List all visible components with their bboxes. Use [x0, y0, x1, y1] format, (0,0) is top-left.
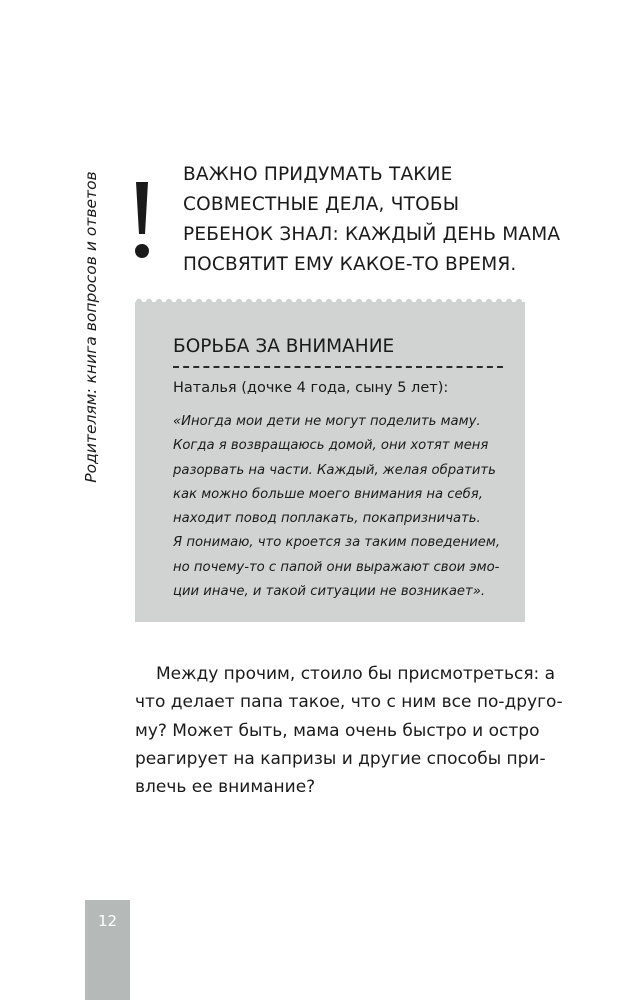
page-number: 12: [97, 912, 118, 930]
body-line: реагирует на капризы и другие способы при-: [135, 748, 546, 769]
quote-text: [173, 410, 513, 604]
highlight-line: СОВМЕСТНЫЕ ДЕЛА, ЧТОБЫ: [183, 194, 460, 215]
quote-line: ции иначе, и такой ситуации не возникает».: [173, 584, 486, 600]
quote-author: Наталья (дочке 4 года, сыну 5 лет):: [173, 380, 449, 396]
quote-line: находит повод поплакать, покапризничать.: [173, 511, 481, 527]
body-line: что делает папа такое, что с ним все по-друго-: [135, 692, 563, 713]
running-header: [78, 158, 104, 496]
quote-line: как можно больше моего внимания на себя,: [173, 486, 483, 502]
body-paragraph: [135, 660, 563, 801]
body-line: влечь ее внимание?: [135, 777, 316, 798]
body-line: му? Может быть, мама очень быстро и остро: [135, 720, 540, 741]
body-line: Между прочим, стоило бы присмотреться: а: [156, 664, 556, 684]
quote-line: Я понимаю, что кроется за таким поведением,: [173, 535, 501, 551]
highlight-statement: [183, 160, 561, 280]
exclamation-mark-icon: [128, 182, 156, 262]
box-title: БОРЬБА ЗА ВНИМАНИЕ: [173, 336, 395, 357]
perforated-edge: [135, 296, 525, 308]
quote-line: «Иногда мои дети не могут поделить маму.: [173, 414, 481, 429]
highlight-line: ВАЖНО ПРИДУМАТЬ ТАКИЕ: [183, 164, 453, 185]
quote-line: но почему-то с папой они выражают свои эмо-: [173, 559, 500, 575]
running-header-text: Родителям: книга вопросов и ответов: [82, 171, 100, 483]
quote-line: разорвать на части. Каждый, желая обратить: [173, 462, 496, 478]
dashed-divider: [173, 366, 503, 368]
highlight-line: РЕБЕНОК ЗНАЛ: КАЖДЫЙ ДЕНЬ МАМА: [183, 224, 561, 245]
highlight-line: ПОСВЯТИТ ЕМУ КАКОЕ-ТО ВРЕМЯ.: [183, 254, 517, 275]
quote-line: Когда я возвращаюсь домой, они хотят меня: [173, 438, 489, 454]
